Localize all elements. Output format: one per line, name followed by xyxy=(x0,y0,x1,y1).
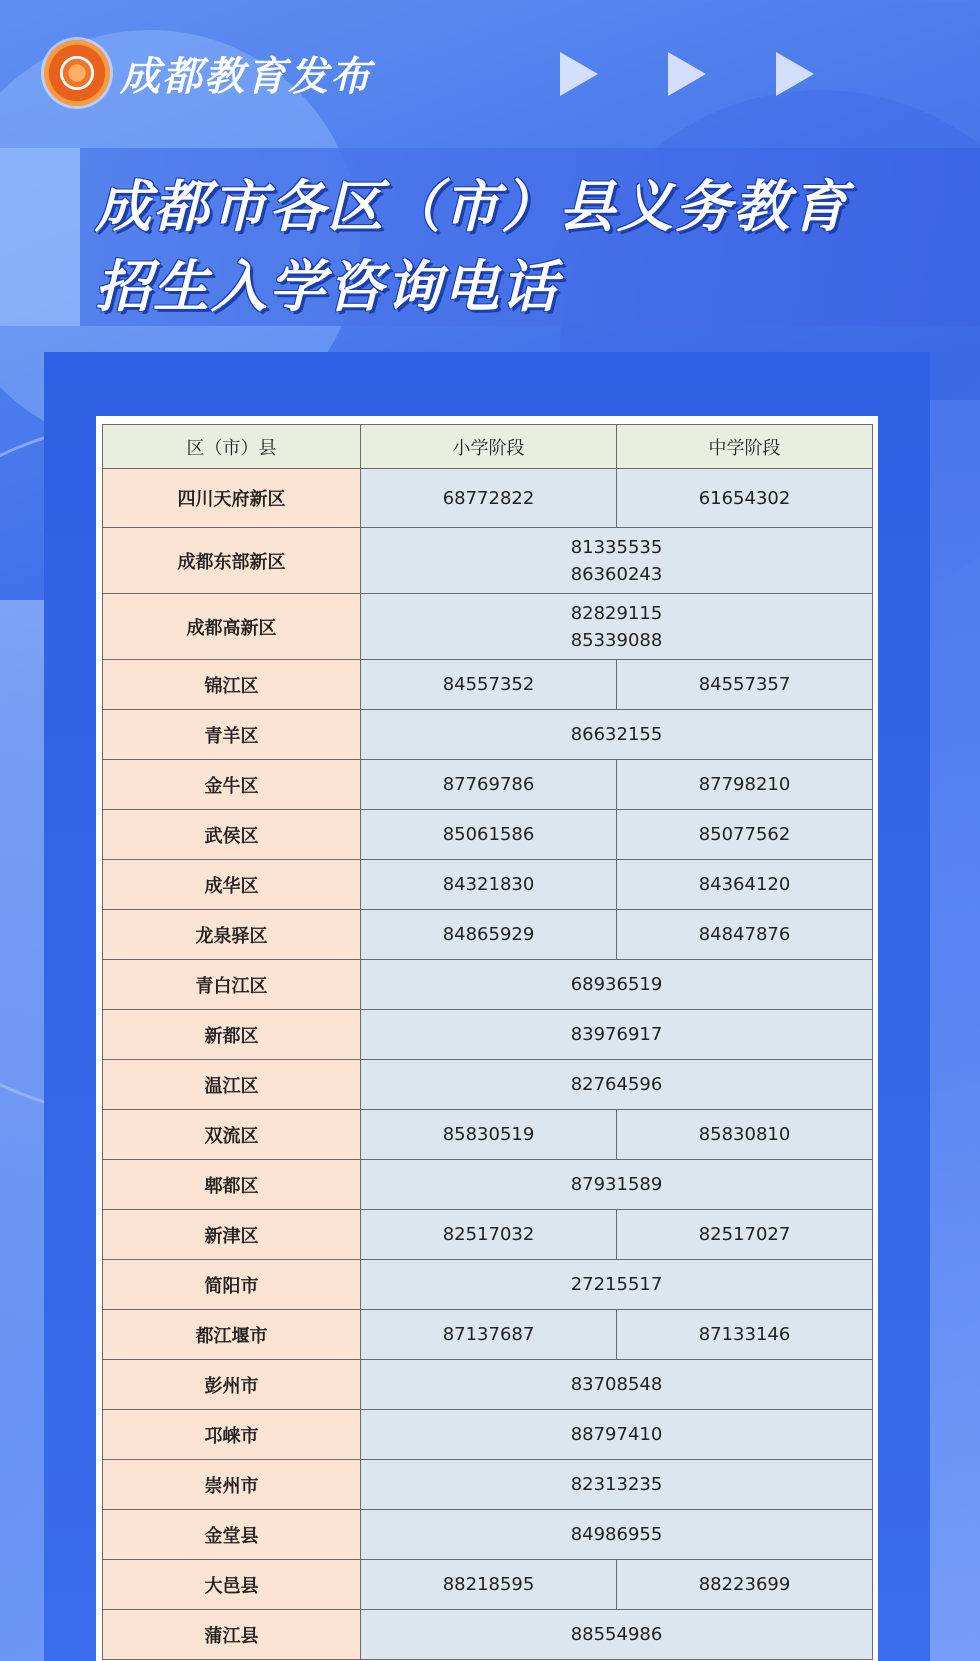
phone-number: 83976917 xyxy=(570,1024,663,1045)
middle-phone-cell: 61654302 xyxy=(617,469,873,528)
district-cell: 彭州市 xyxy=(103,1360,361,1410)
table-row xyxy=(103,810,873,860)
primary-phone-cell: 85830519 xyxy=(361,1110,617,1160)
district-cell: 邛崃市 xyxy=(103,1410,361,1460)
shared-phone-cell xyxy=(361,594,873,660)
primary-phone-cell: 87769786 xyxy=(361,760,617,810)
shared-phone-cell xyxy=(361,528,873,594)
middle-phone-cell: 85077562 xyxy=(617,810,873,860)
decorative-arrows xyxy=(560,52,814,96)
column-header-primary: 小学阶段 xyxy=(361,425,617,469)
page-title xyxy=(95,168,965,328)
shared-phone-cell xyxy=(361,1510,873,1560)
district-cell: 金堂县 xyxy=(103,1510,361,1560)
table-row xyxy=(103,1110,873,1160)
district-cell: 龙泉驿区 xyxy=(103,910,361,960)
district-cell: 双流区 xyxy=(103,1110,361,1160)
column-header-district: 区（市）县 xyxy=(103,425,361,469)
phone-number: 87931589 xyxy=(570,1174,663,1195)
phone-number: 82313235 xyxy=(570,1474,663,1495)
table-row xyxy=(103,1160,873,1210)
title-line-2: 招生入学咨询电话 xyxy=(95,255,559,320)
district-cell: 崇州市 xyxy=(103,1460,361,1510)
column-header-middle: 中学阶段 xyxy=(617,425,873,469)
phone-table xyxy=(102,424,873,1660)
phone-number: 68936519 xyxy=(570,974,663,995)
middle-phone-cell: 85830810 xyxy=(617,1110,873,1160)
table-row xyxy=(103,1260,873,1310)
shared-phone-cell xyxy=(361,1460,873,1510)
phone-number: 81335535 xyxy=(570,536,663,558)
table-row xyxy=(103,910,873,960)
district-cell: 武侯区 xyxy=(103,810,361,860)
middle-phone-cell: 87798210 xyxy=(617,760,873,810)
table-header-row xyxy=(103,425,873,469)
table-row xyxy=(103,1510,873,1560)
district-cell: 郫都区 xyxy=(103,1160,361,1210)
table-row xyxy=(103,1210,873,1260)
shared-phone-cell xyxy=(361,1060,873,1110)
table-row xyxy=(103,660,873,710)
table-row xyxy=(103,960,873,1010)
primary-phone-cell: 84865929 xyxy=(361,910,617,960)
shared-phone-cell xyxy=(361,710,873,760)
district-cell: 新津区 xyxy=(103,1210,361,1260)
table-row xyxy=(103,1610,873,1660)
district-cell: 锦江区 xyxy=(103,660,361,710)
shared-phone-cell xyxy=(361,1410,873,1460)
middle-phone-cell: 82517027 xyxy=(617,1210,873,1260)
phone-table-card xyxy=(96,416,878,1661)
table-row xyxy=(103,1010,873,1060)
phone-number: 27215517 xyxy=(570,1274,663,1295)
phone-number: 85339088 xyxy=(570,629,663,651)
district-cell: 简阳市 xyxy=(103,1260,361,1310)
phone-number: 84986955 xyxy=(570,1524,663,1545)
district-cell: 成都高新区 xyxy=(103,594,361,660)
middle-phone-cell: 88223699 xyxy=(617,1560,873,1610)
primary-phone-cell: 87137687 xyxy=(361,1310,617,1360)
shared-phone-cell xyxy=(361,1010,873,1060)
district-cell: 成都东部新区 xyxy=(103,528,361,594)
primary-phone-cell: 82517032 xyxy=(361,1210,617,1260)
district-cell: 温江区 xyxy=(103,1060,361,1110)
phone-number: 88797410 xyxy=(570,1424,663,1445)
district-cell: 四川天府新区 xyxy=(103,469,361,528)
middle-phone-cell: 84364120 xyxy=(617,860,873,910)
phone-number: 82764596 xyxy=(570,1074,663,1095)
table-row xyxy=(103,710,873,760)
table-row xyxy=(103,594,873,660)
play-arrow-icon xyxy=(668,52,706,96)
title-line-1: 成都市各区（市）县义务教育 xyxy=(95,175,849,240)
district-cell: 金牛区 xyxy=(103,760,361,810)
table-row xyxy=(103,1460,873,1510)
table-row xyxy=(103,760,873,810)
table-row xyxy=(103,1310,873,1360)
shared-phone-cell xyxy=(361,960,873,1010)
table-row xyxy=(103,469,873,528)
shared-phone-cell xyxy=(361,1610,873,1660)
primary-phone-cell: 84557352 xyxy=(361,660,617,710)
primary-phone-cell: 84321830 xyxy=(361,860,617,910)
phone-number: 83708548 xyxy=(570,1374,663,1395)
shared-phone-cell xyxy=(361,1160,873,1210)
district-cell: 大邑县 xyxy=(103,1560,361,1610)
district-cell: 青白江区 xyxy=(103,960,361,1010)
district-cell: 蒲江县 xyxy=(103,1610,361,1660)
phone-number: 86360243 xyxy=(570,563,663,585)
brand-header xyxy=(44,38,372,108)
table-body xyxy=(103,469,873,1660)
primary-phone-cell: 68772822 xyxy=(361,469,617,528)
district-cell: 都江堰市 xyxy=(103,1310,361,1360)
middle-phone-cell: 84557357 xyxy=(617,660,873,710)
phone-number: 86632155 xyxy=(570,724,663,745)
table-row xyxy=(103,860,873,910)
middle-phone-cell: 84847876 xyxy=(617,910,873,960)
shared-phone-cell xyxy=(361,1360,873,1410)
play-arrow-icon xyxy=(776,52,814,96)
primary-phone-cell: 88218595 xyxy=(361,1560,617,1610)
play-arrow-icon xyxy=(560,52,598,96)
district-cell: 成华区 xyxy=(103,860,361,910)
phone-number: 82829115 xyxy=(570,602,663,624)
primary-phone-cell: 85061586 xyxy=(361,810,617,860)
chengdu-education-logo-icon xyxy=(44,40,110,106)
table-row xyxy=(103,1360,873,1410)
phone-number: 88554986 xyxy=(570,1624,663,1645)
middle-phone-cell: 87133146 xyxy=(617,1310,873,1360)
table-row xyxy=(103,1060,873,1110)
brand-name: 成都教育发布 xyxy=(120,53,372,100)
table-row xyxy=(103,1560,873,1610)
district-cell: 青羊区 xyxy=(103,710,361,760)
table-row xyxy=(103,528,873,594)
shared-phone-cell xyxy=(361,1260,873,1310)
district-cell: 新都区 xyxy=(103,1010,361,1060)
table-row xyxy=(103,1410,873,1460)
